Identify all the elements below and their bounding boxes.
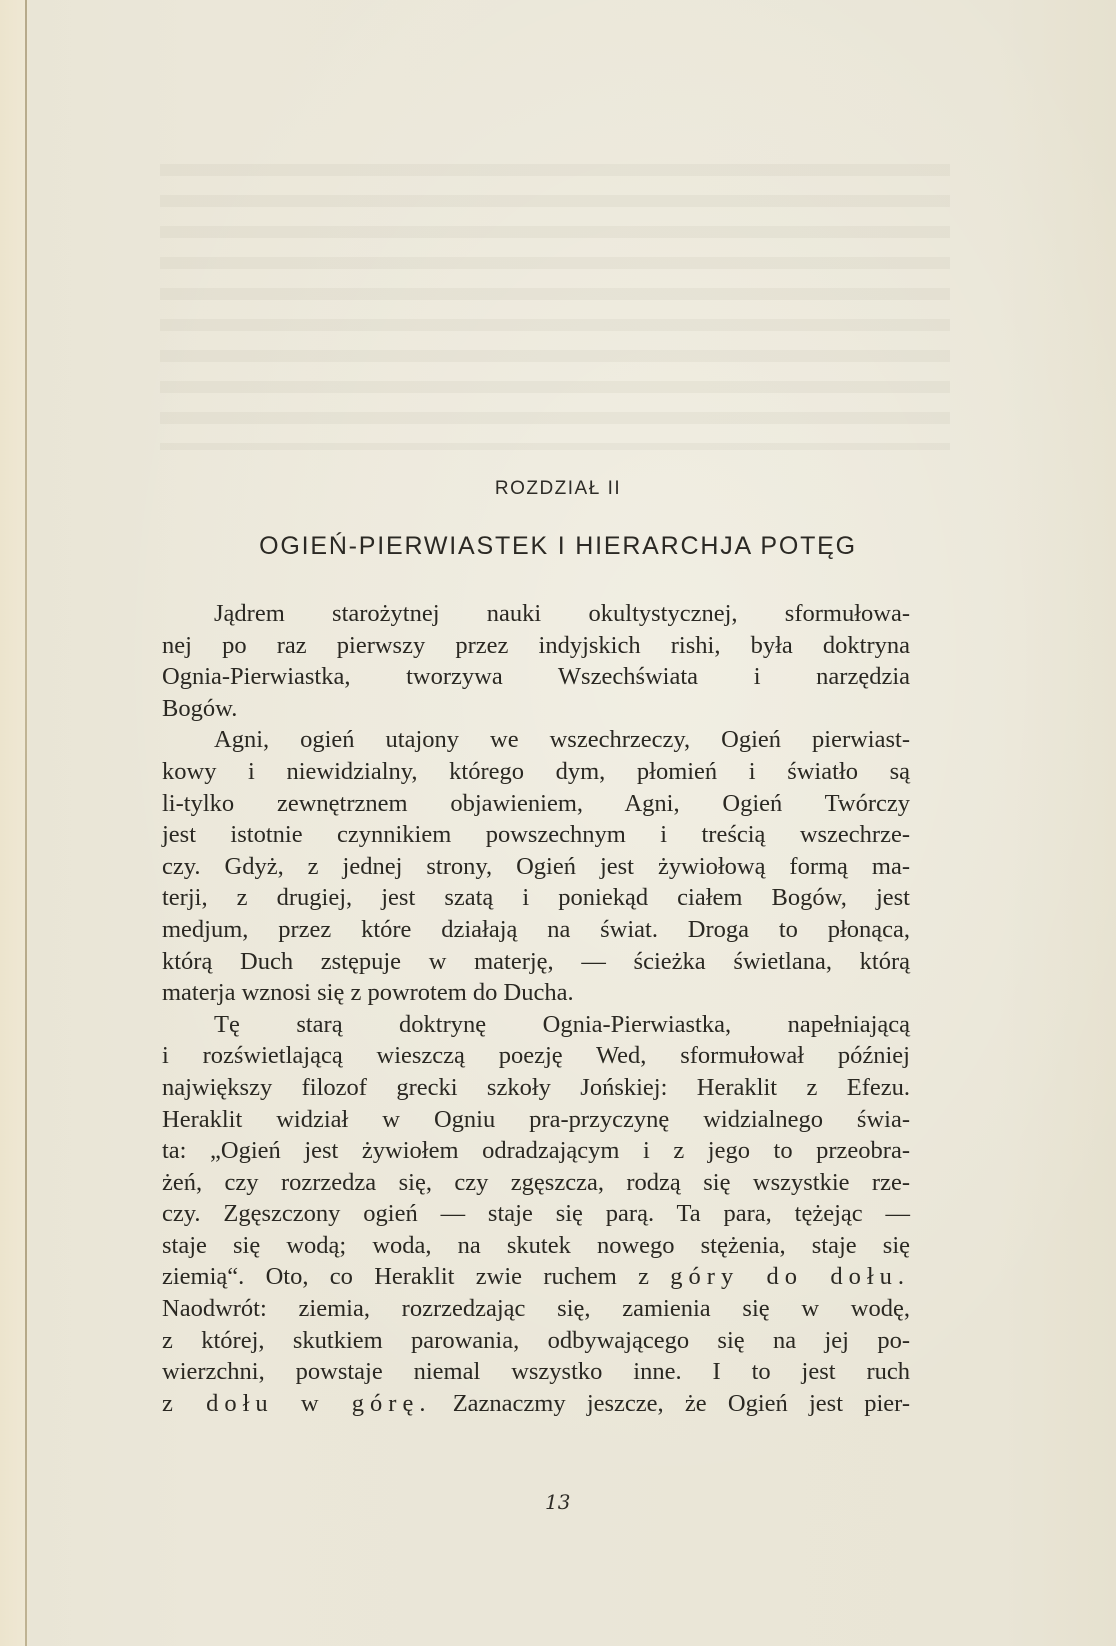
text-line: żeń, czy rozrzedza się, czy zgęszcza, rodzą się wszystkie rze- (162, 1168, 910, 1196)
text-line: Bogów. (162, 694, 238, 722)
text-line: którą Duch zstępuje w materję, — ścieżka świetlana, którą (162, 947, 910, 975)
text-line: medjum, przez które działają na świat. Droga to płonąca, (162, 915, 910, 943)
text-line: li-tylko zewnętrznem objawieniem, Agni, Ogień Twórczy (162, 789, 910, 817)
text-line: nej po raz pierwszy przez indyjskich rishi, była doktryna (162, 631, 910, 659)
spaced-phrase-upward: z dołu w górę. (162, 1389, 432, 1417)
text-line: terji, z drugiej, jest szatą i poniekąd ciałem Bogów, jest (162, 884, 910, 912)
page-spine-edge (25, 0, 27, 1646)
text-line: czy. Zgęszczony ogień — staje się parą. Ta para, tężejąc — (162, 1200, 910, 1228)
spaced-phrase-downward: góry do dołu. (670, 1263, 910, 1291)
body-text (162, 598, 910, 1419)
text-line: Tę starą doktrynę Ognia-Pierwiastka, napełniającą (214, 1010, 910, 1038)
text-line: Ognia-Pierwiastka, tworzywa Wszechświata i narzędzia (162, 663, 910, 691)
text-line: największy filozof grecki szkoły Jońskiej: Heraklit z Efezu. (162, 1073, 910, 1101)
show-through-texture (160, 150, 950, 450)
text-line: Agni, ogień utajony we wszechrzeczy, Ogień pierwiast- (214, 726, 910, 754)
text-fragment: ziemią“. Oto, co Heraklit zwie ruchem z (162, 1263, 671, 1291)
text-line: wierzchni, powstaje niemal wszystko inne. I to jest ruch (162, 1358, 910, 1386)
text-line: staje się wodą; woda, na skutek nowego stężenia, staje się (162, 1231, 910, 1259)
page-number: 13 (545, 1490, 571, 1514)
text-line: kowy i niewidzialny, którego dym, płomień i światło są (162, 757, 910, 785)
chapter-label: ROZDZIAŁ II (494, 478, 622, 499)
text-line: z której, skutkiem parowania, odbywającego się na jej po- (162, 1326, 910, 1354)
text-line: Naodwrót: ziemia, rozrzedzając się, zamienia się w wodę, (162, 1295, 910, 1323)
text-fragment: Zaznaczmy jeszcze, że Ogień jest pier- (431, 1389, 910, 1417)
text-line: i rozświetlającą wieszczą poezję Wed, sformułował później (162, 1042, 910, 1070)
text-line: jest istotnie czynnikiem powszechnym i treścią wszechrze- (162, 821, 910, 849)
text-line: ta: „Ogień jest żywiołem odradzającym i z jego to przeobra- (162, 1137, 910, 1165)
text-line: Jądrem starożytnej nauki okultystycznej, sformułowa- (214, 600, 910, 627)
text-line-with-spaced-phrase (162, 1388, 910, 1420)
text-line-with-spaced-phrase (162, 1261, 910, 1293)
chapter-title: OGIEŃ-PIERWIASTEK I HIERARCHJA POTĘG (259, 532, 857, 560)
text-line: materja wznosi się z powrotem do Ducha. (162, 979, 574, 1007)
text-line: Heraklit widział w Ogniu pra-przyczynę widzialnego świa- (162, 1105, 910, 1133)
text-line: czy. Gdyż, z jednej strony, Ogień jest żywiołową formą ma- (162, 852, 910, 880)
